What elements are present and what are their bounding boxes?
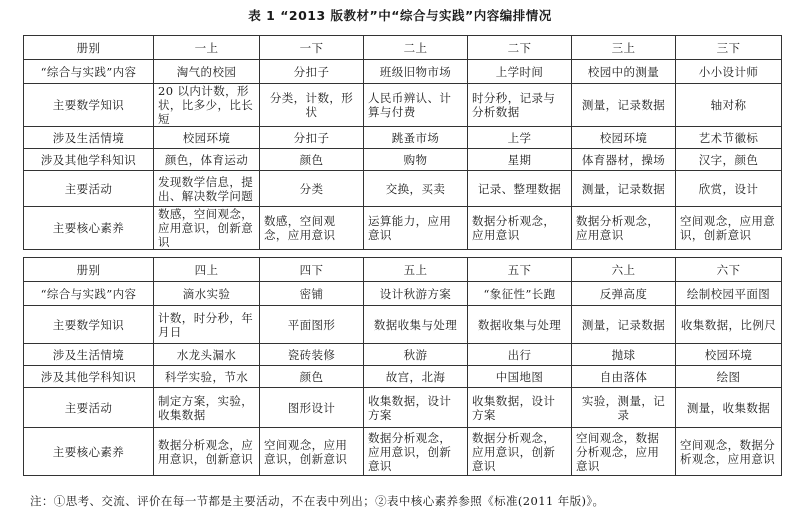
table-cell: 校园中的测量 (572, 60, 676, 84)
table-cell: 分扣子 (260, 127, 364, 149)
table-cell: 数据分析观念，应用意识 (468, 207, 572, 250)
table-cell: 数据分析观念，应用意识，创新意识 (468, 428, 572, 476)
table-cell: 数据分析观念，应用意识 (572, 207, 676, 250)
table-cell: 数据收集与处理 (468, 306, 572, 344)
row-label: 主要核心素养 (24, 428, 154, 476)
table-cell: 绘制校园平面图 (676, 282, 782, 306)
row-label: “综合与实践”内容 (24, 282, 154, 306)
header-cell: 一上 (154, 36, 260, 60)
table-cell: 上学 (468, 127, 572, 149)
table-cell: 星期 (468, 149, 572, 171)
table-cell: 计数，时分秒，年月日 (154, 306, 260, 344)
table-cell: 校园环境 (154, 127, 260, 149)
header-cell: 三下 (676, 36, 782, 60)
table-cell: 数感，空间观念，应用意识 (260, 207, 364, 250)
table-cell: 测量，收集数据 (676, 388, 782, 428)
table-row (24, 207, 782, 250)
table-row (24, 344, 782, 366)
table-cell: 密铺 (260, 282, 364, 306)
table-cell: 欣赏，设计 (676, 171, 782, 207)
table-row (24, 366, 782, 388)
table-row (24, 306, 782, 344)
row-label: 主要数学知识 (24, 84, 154, 127)
table-cell: 反弹高度 (572, 282, 676, 306)
header-cell: 五上 (364, 258, 468, 282)
table-cell: 颜色 (260, 366, 364, 388)
header-cell: 六下 (676, 258, 782, 282)
table-cell: 购物 (364, 149, 468, 171)
table-cell: 设计秋游方案 (364, 282, 468, 306)
table-cell: 图形设计 (260, 388, 364, 428)
table-cell: 收集数据，比例尺 (676, 306, 782, 344)
table-cell: 自由落体 (572, 366, 676, 388)
table-row (24, 282, 782, 306)
table-cell: 校园环境 (572, 127, 676, 149)
table-cell: 秋游 (364, 344, 468, 366)
table-row (24, 60, 782, 84)
table-cell: 空间观念，应用意识，创新意识 (260, 428, 364, 476)
table-cell: 运算能力，应用意识 (364, 207, 468, 250)
table-row (24, 428, 782, 476)
row-label: 涉及其他学科知识 (24, 149, 154, 171)
table-row (24, 84, 782, 127)
header-cell: 二下 (468, 36, 572, 60)
table-cell: 数感，空间观念，应用意识，创新意识 (154, 207, 260, 250)
table-cell: 数据收集与处理 (364, 306, 468, 344)
table-cell: 收集数据，设计方案 (364, 388, 468, 428)
table-cell: 水龙头漏水 (154, 344, 260, 366)
row-label: “综合与实践”内容 (24, 60, 154, 84)
header-cell: 二上 (364, 36, 468, 60)
content-table-grades-4-6 (23, 257, 782, 476)
table-cell: 艺术节徽标 (676, 127, 782, 149)
table-cell: 发现数学信息，提出、解决数学问题 (154, 171, 260, 207)
table-cell: 平面图形 (260, 306, 364, 344)
content-table-grades-1-3 (23, 35, 782, 250)
table-cell: 滴水实验 (154, 282, 260, 306)
table-header-row (24, 258, 782, 282)
header-cell: 册别 (24, 36, 154, 60)
table-row (24, 127, 782, 149)
table-cell: 汉字，颜色 (676, 149, 782, 171)
table-cell: “象征性”长跑 (468, 282, 572, 306)
header-cell: 一下 (260, 36, 364, 60)
table-cell: 空间观念，数据分析观念，应用意识 (572, 428, 676, 476)
table-cell: 分类，计数，形状 (260, 84, 364, 127)
table-cell: 数据分析观念，应用意识，创新意识 (154, 428, 260, 476)
row-label: 涉及其他学科知识 (24, 366, 154, 388)
table-cell: 颜色，体育运动 (154, 149, 260, 171)
row-label: 主要活动 (24, 171, 154, 207)
row-label: 主要数学知识 (24, 306, 154, 344)
table-cell: 数据分析观念，应用意识，创新意识 (364, 428, 468, 476)
table-cell: 瓷砖装修 (260, 344, 364, 366)
table-cell: 绘图 (676, 366, 782, 388)
table-cell: 记录、整理数据 (468, 171, 572, 207)
table-cell: 分扣子 (260, 60, 364, 84)
table-cell: 中国地图 (468, 366, 572, 388)
header-cell: 三上 (572, 36, 676, 60)
table-cell: 抛球 (572, 344, 676, 366)
header-cell: 四下 (260, 258, 364, 282)
table-cell: 空间观念，应用意识，创新意识 (676, 207, 782, 250)
table-row (24, 171, 782, 207)
row-label: 主要核心素养 (24, 207, 154, 250)
table-cell: 人民币辨认、计算与付费 (364, 84, 468, 127)
table-cell: 测量，记录数据 (572, 171, 676, 207)
table-cell: 上学时间 (468, 60, 572, 84)
table-row (24, 149, 782, 171)
table-cell: 测量，记录数据 (572, 306, 676, 344)
row-label: 涉及生活情境 (24, 344, 154, 366)
table-footnote: 注：①思考、交流、评价在每一节都是主要活动，不在表中列出；②表中核心素养参照《标准(2011 年版)》。 (30, 494, 605, 508)
table-cell: 淘气的校园 (154, 60, 260, 84)
header-cell: 六上 (572, 258, 676, 282)
table-cell: 跳蚤市场 (364, 127, 468, 149)
table-row (24, 388, 782, 428)
table-cell: 时分秒，记录与分析数据 (468, 84, 572, 127)
table-cell: 体育器材，操场 (572, 149, 676, 171)
table-cell: 交换，买卖 (364, 171, 468, 207)
table-cell: 出行 (468, 344, 572, 366)
table-cell: 故宫，北海 (364, 366, 468, 388)
table-cell: 制定方案，实验，收集数据 (154, 388, 260, 428)
header-cell: 五下 (468, 258, 572, 282)
table-cell: 校园环境 (676, 344, 782, 366)
header-cell: 四上 (154, 258, 260, 282)
header-cell: 册别 (24, 258, 154, 282)
table-cell: 颜色 (260, 149, 364, 171)
table-cell: 测量，记录数据 (572, 84, 676, 127)
table-cell: 小小设计师 (676, 60, 782, 84)
table-cell: 20 以内计数，形状，比多少，比长短 (154, 84, 260, 127)
table-header-row (24, 36, 782, 60)
table-cell: 轴对称 (676, 84, 782, 127)
row-label: 涉及生活情境 (24, 127, 154, 149)
table-cell: 分类 (260, 171, 364, 207)
table-cell: 收集数据，设计方案 (468, 388, 572, 428)
table-cell: 科学实验，节水 (154, 366, 260, 388)
table-cell: 空间观念，数据分析观念，应用意识 (676, 428, 782, 476)
table-caption: 表 1 “2013 版教材”中“综合与实践”内容编排情况 (248, 8, 552, 23)
row-label: 主要活动 (24, 388, 154, 428)
table-cell: 班级旧物市场 (364, 60, 468, 84)
table-cell: 实验，测量，记录 (572, 388, 676, 428)
